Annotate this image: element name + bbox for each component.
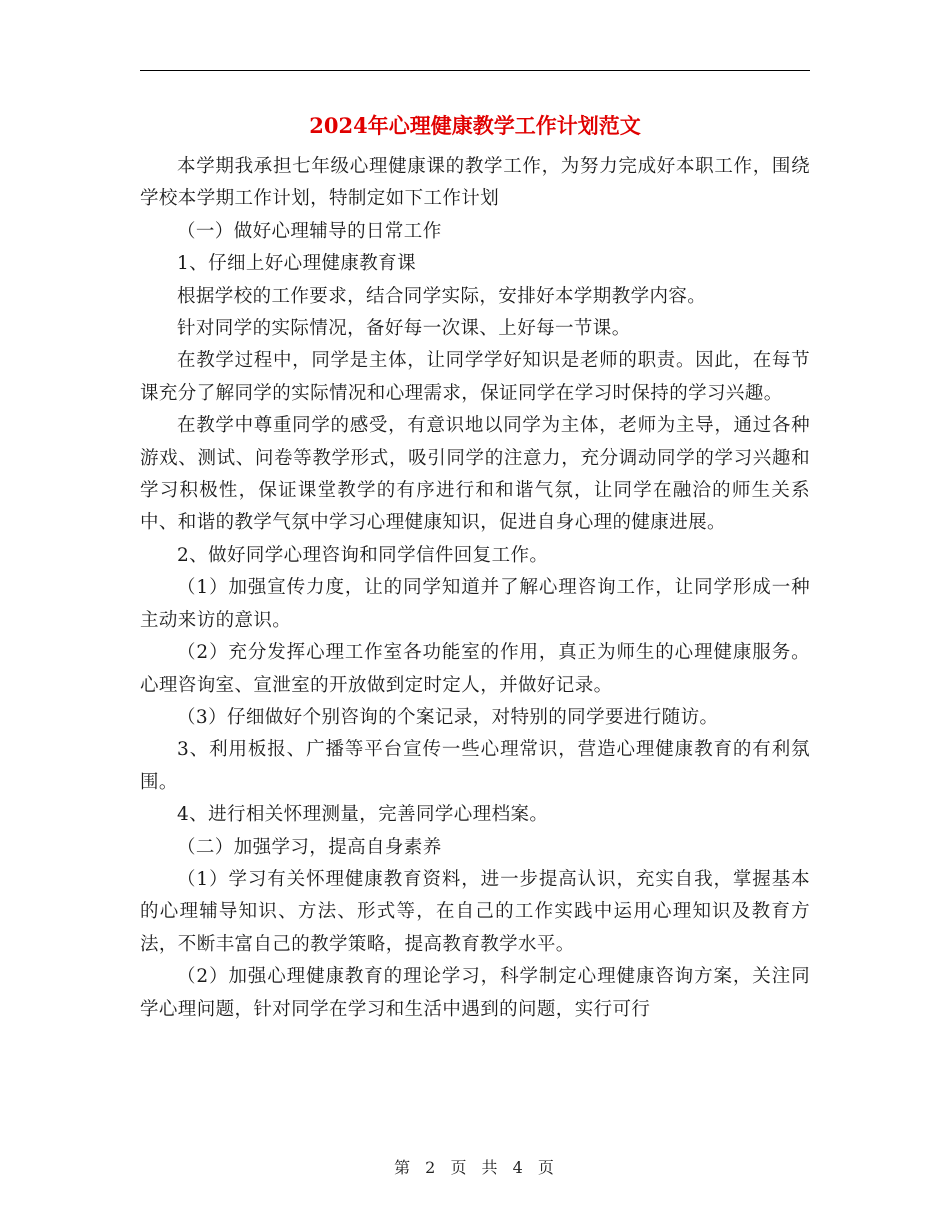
paragraph: 在教学过程中，同学是主体，让同学学好知识是老师的职责。因此，在每节课充分了解同学的实际情况和心理需求，保证同学在学习时保持的学习兴趣。 xyxy=(140,350,810,404)
header-rule xyxy=(140,70,810,71)
list-item: （1）加强宣传力度，让的同学知道并了解心理咨询工作，让同学形成一种主动来访的意识。 xyxy=(140,577,810,631)
subsection-heading: 1、仔细上好心理健康教育课 xyxy=(177,253,416,275)
section-heading: （二）加强学习，提高自身素养 xyxy=(177,836,442,858)
paragraph: 在教学中尊重同学的感受，有意识地以同学为主体，老师为主导，通过各种游戏、测试、问卷等教学形式，吸引同学的注意力，充分调动同学的学习兴趣和学习积极性，保证课堂教学的有序进行和和谐气氛，让同学在融洽的师生关系中、和谐的教学气氛中学习心理健康知识，促进自身心理的健康进展。 xyxy=(140,415,810,534)
list-item: （3）仔细做好个别咨询的个案记录，对特别的同学要进行随访。 xyxy=(177,706,719,728)
subsection-heading: 4、进行相关怀理测量，完善同学心理档案。 xyxy=(177,804,549,826)
paragraph: 针对同学的实际情况，备好每一次课、上好每一节课。 xyxy=(177,318,631,340)
page-number: 第 2 页 共 4 页 xyxy=(394,1158,556,1177)
document-title: 2024年心理健康教学工作计划范文 xyxy=(309,113,641,138)
paragraph: 根据学校的工作要求，结合同学实际，安排好本学期教学内容。 xyxy=(177,285,707,307)
list-item: （2）加强心理健康教育的理论学习，科学制定心理健康咨询方案，关注同学心理问题，针对同学在学习和生活中遇到的问题，实行可行 xyxy=(140,966,810,1020)
list-item: （2）充分发挥心理工作室各功能室的作用，真正为师生的心理健康服务。心理咨询室、宣泄室的开放做到定时定人，并做好记录。 xyxy=(140,642,810,696)
section-heading: （一）做好心理辅导的日常工作 xyxy=(177,220,442,242)
paragraph: 本学期我承担七年级心理健康课的教学工作，为努力完成好本职工作，围绕学校本学期工作计划，特制定如下工作计划 xyxy=(140,156,810,210)
document-body xyxy=(140,151,810,1026)
list-item: （1）学习有关怀理健康教育资料，进一步提高认识，充实自我，掌握基本的心理辅导知识、方法、形式等，在自己的工作实践中运用心理知识及教育方法，不断丰富自己的教学策略，提高教育教学水平。 xyxy=(140,868,810,955)
subsection-heading: 3、利用板报、广播等平台宣传一些心理常识，营造心理健康教育的有利氛围。 xyxy=(140,739,810,793)
subsection-heading: 2、做好同学心理咨询和同学信件回复工作。 xyxy=(177,544,549,566)
